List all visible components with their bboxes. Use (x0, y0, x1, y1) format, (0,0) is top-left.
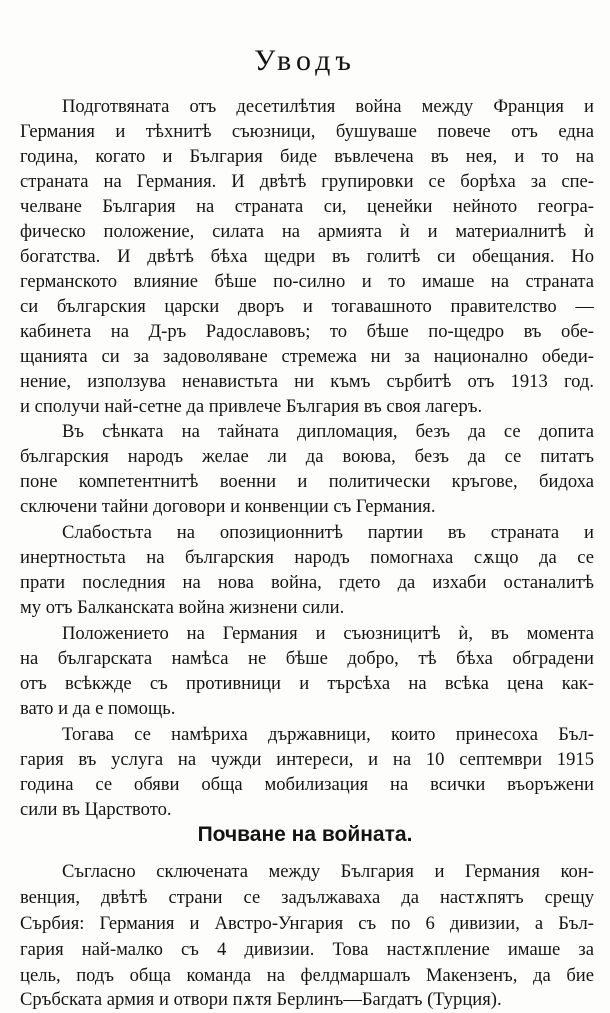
text-line: сили въ Царството. (20, 799, 172, 820)
text-line: поне компетентнитѣ военни и политически кръгове, бидоха (20, 471, 594, 492)
text-line: и сполучи най-сетне да привлече България въ своя лагеръ. (20, 396, 483, 417)
text-line: сключени тайни договори и конвенции съ Германия. (20, 496, 436, 517)
text-line: Тогава се намѣриха държавници, които принесоха Бъл- (62, 724, 594, 745)
text-line: германското влияние бѣше по-силно и то имаше на страната (20, 271, 594, 292)
text-line: Подготвяната отъ десетилѣтия война между Франция и (62, 96, 594, 117)
text-line: Съгласно сключената между България и Германия кон- (62, 861, 594, 882)
text-line: година се обяви обща мобилизация на всички въоръжени (20, 774, 594, 795)
text-line: богатства. И двѣтѣ бѣха щедри въ голитѣ си обещания. Но (20, 246, 594, 267)
text-line: гария най-малко съ 4 дивизии. Това настѫпление имаше за (20, 939, 594, 960)
text-line: Въ сѣнката на тайната дипломация, безъ да се допита (62, 421, 594, 442)
text-line: Германия и тѣхнитѣ съюзници, бушуваше повече отъ една (20, 121, 594, 142)
text-line: Сърбия: Германия и Австро-Унгария съ по 6 дивизии, а Бъл- (20, 913, 594, 934)
text-line: Сръбската армия и отвори пѫтя Берлинъ—Багдатъ (Турция). (20, 989, 502, 1010)
text-line: българския народъ желае ли да воюва, безъ да се питатъ (20, 446, 594, 467)
text-line: цель, подъ обща команда на фелдмаршалъ Макензенъ, да бие (20, 965, 594, 986)
text-line: година, когато и България биде въвлечена въ нея, и то на (20, 146, 594, 167)
text-line: инертностьта на българския народъ помогнаха сѫщо да се (20, 547, 594, 568)
text-line: венция, двѣтѣ страни се задължаваха да настѫпятъ срещу (20, 887, 594, 908)
text-line: нение, използува ненавистьта ни къмъ сърбитѣ отъ 1913 год. (20, 371, 594, 392)
text-line: кабинета на Д-ръ Радославовъ; то бѣше по-щедро въ обе- (20, 321, 594, 342)
text-line: челване България на страната си, ценейки нейното геогра- (20, 196, 594, 217)
text-line: фическо положение, силата на армията ѝ и материалнитѣ ѝ (20, 221, 594, 242)
text-line: отъ всѣкжде съ противници и търсѣха на всѣка цена как- (20, 673, 594, 694)
text-line: страната на Германия. И двѣтѣ групировки се борѣха за спе- (20, 171, 594, 192)
text-line: щанията си за задоволяване стремежа ни за национално обеди- (20, 346, 594, 367)
page-title: Уводъ (254, 44, 356, 77)
text-line: си българския царски дворъ и тогавашното правителство — (20, 296, 594, 317)
text-line: му отъ Балканската война жизнени сили. (20, 597, 345, 618)
section-heading: Почване на войната. (197, 823, 413, 846)
text-line: гария въ услуга на чужди интереси, и на 10 септември 1915 (20, 749, 594, 770)
text-line: на българската намѣса не бѣше добро, тѣ бѣха обградени (20, 648, 594, 669)
text-line: Положението на Германия и съюзницитѣ ѝ, въ момента (62, 623, 594, 644)
text-line: Слабостьта на опозиционнитѣ партии въ страната и (62, 522, 594, 543)
text-line: прати последния на нова война, гдето да изхаби останалитѣ (20, 572, 594, 593)
text-line: вато и да е помощь. (20, 698, 176, 719)
